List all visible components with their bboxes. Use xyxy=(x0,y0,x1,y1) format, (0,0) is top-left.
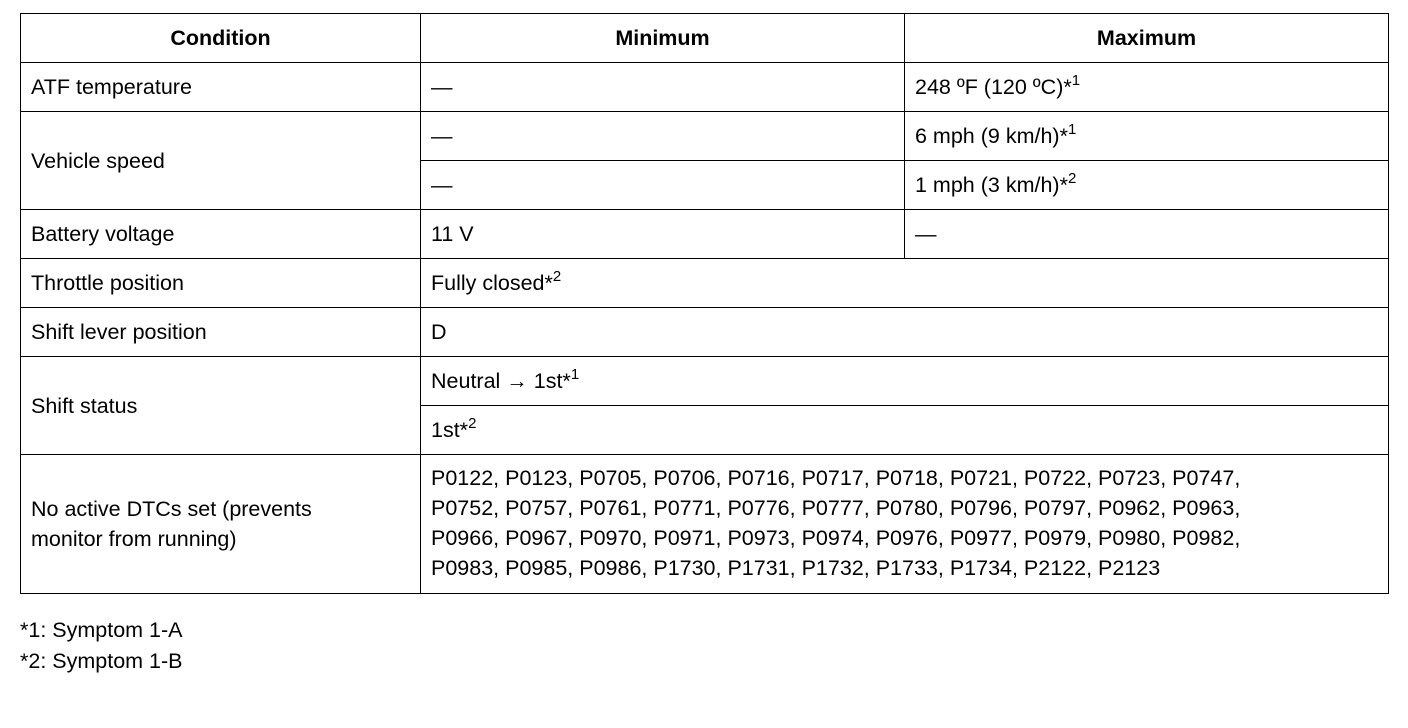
header-condition: Condition xyxy=(21,14,421,63)
throttle-value-cell xyxy=(421,259,1389,308)
atf-min: — xyxy=(421,63,905,112)
speed-label: Vehicle speed xyxy=(21,112,421,210)
atf-max-footnote: 1 xyxy=(1071,72,1081,89)
table-row-throttle xyxy=(21,259,1389,308)
dtc-line-2: P0752, P0757, P0761, P0771, P0776, P0777, P0780, P0796, P0797, P0962, P0963, xyxy=(431,496,1241,520)
atf-max: 248 ºF (120 ºC)* xyxy=(915,75,1072,99)
lever-label: Shift lever position xyxy=(21,308,421,357)
table-row-battery xyxy=(21,210,1389,259)
speed-row2-footnote: 2 xyxy=(1067,170,1077,187)
battery-label: Battery voltage xyxy=(21,210,421,259)
dtc-line-3: P0966, P0967, P0970, P0971, P0973, P0974, P0976, P0977, P0979, P0980, P0982, xyxy=(431,526,1241,550)
speed-row2-max: 1 mph (3 km/h)* xyxy=(915,173,1068,197)
speed-row1-min: — xyxy=(421,112,905,161)
header-minimum: Minimum xyxy=(421,14,905,63)
atf-label: ATF temperature xyxy=(21,63,421,112)
dtc-line-4: P0983, P0985, P0986, P1730, P1731, P1732, P1733, P1734, P2122, P2123 xyxy=(431,556,1161,580)
lever-value: D xyxy=(421,308,1389,357)
shift-row1-cell xyxy=(421,357,1389,406)
table-row-speed-1 xyxy=(21,112,1389,161)
footnote-2: *2: Symptom 1-B xyxy=(20,649,183,673)
dtc-label-line-1: No active DTCs set (prevents xyxy=(31,497,312,521)
dtc-line-1: P0122, P0123, P0705, P0706, P0716, P0717, P0718, P0721, P0722, P0723, P0747, xyxy=(431,466,1241,490)
speed-row1-footnote: 1 xyxy=(1067,121,1077,138)
table-row-dtc xyxy=(21,455,1389,594)
throttle-label: Throttle position xyxy=(21,259,421,308)
shift-row1-value: Neutral → 1st* xyxy=(431,369,571,393)
speed-row2-max-cell xyxy=(905,161,1389,210)
table-row-lever xyxy=(21,308,1389,357)
speed-row1-max: 6 mph (9 km/h)* xyxy=(915,124,1068,148)
dtc-label xyxy=(21,455,421,594)
header-maximum: Maximum xyxy=(905,14,1389,63)
conditions-table xyxy=(20,13,1389,594)
throttle-footnote: 2 xyxy=(552,268,562,285)
shift-row2-footnote: 2 xyxy=(468,415,477,432)
speed-row2-min: — xyxy=(421,161,905,210)
battery-max: — xyxy=(905,210,1389,259)
shift-row2-value: 1st* xyxy=(431,418,469,442)
shift-row1-footnote: 1 xyxy=(570,366,580,383)
atf-max-cell xyxy=(905,63,1389,112)
speed-row1-max-cell xyxy=(905,112,1389,161)
dtc-list xyxy=(421,455,1389,594)
shift-row2-cell xyxy=(421,406,1389,455)
table-row-atf xyxy=(21,63,1389,112)
throttle-value: Fully closed* xyxy=(431,271,553,295)
footnote-1: *1: Symptom 1-A xyxy=(20,618,183,642)
battery-min: 11 V xyxy=(421,210,905,259)
header-row xyxy=(21,14,1389,63)
shift-label: Shift status xyxy=(21,357,421,455)
footnotes xyxy=(20,615,183,677)
table-row-shift-1 xyxy=(21,357,1389,406)
dtc-label-line-2: monitor from running) xyxy=(31,527,237,551)
